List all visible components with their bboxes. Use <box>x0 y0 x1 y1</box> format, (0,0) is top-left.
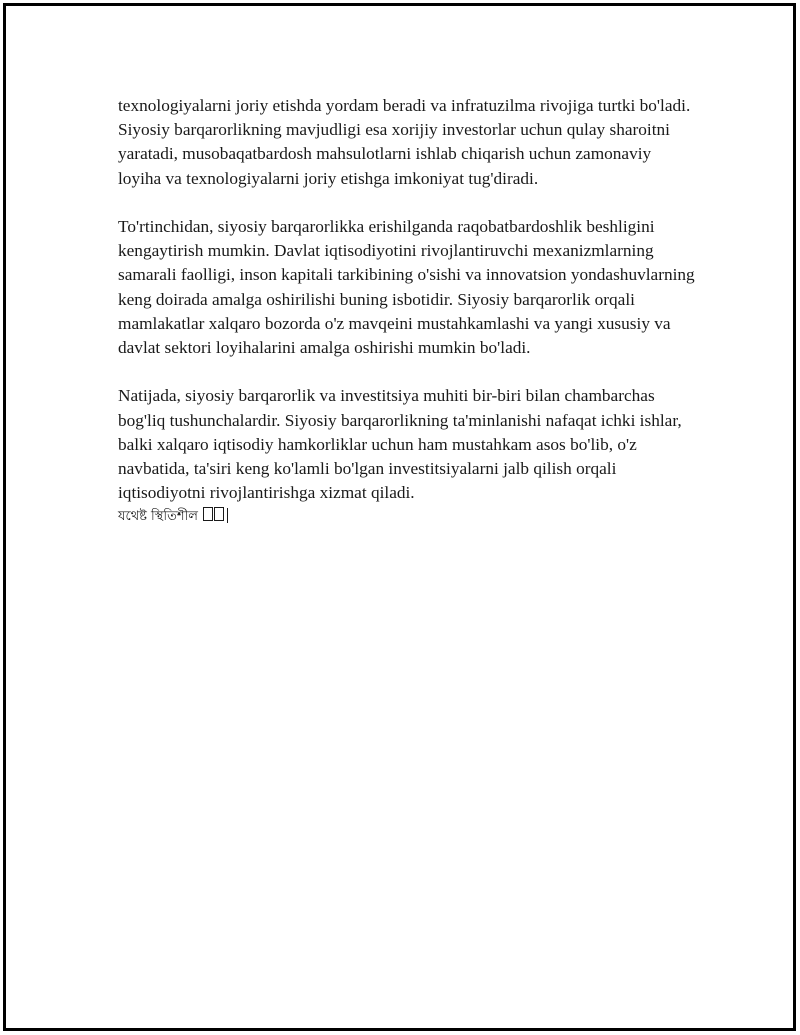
trailing-line <box>118 507 698 527</box>
text-cursor-icon <box>227 508 228 523</box>
missing-glyph-box-icon <box>214 507 224 521</box>
document-body <box>118 94 698 527</box>
paragraph-3: Natijada, siyosiy barqarorlik va investitsiya muhiti bir-biri bilan chambarchas bog'liq tushunchalardir. Siyosiy barqarorlikning ta'minlanishi nafaqat ichki ishlar, balki xalqaro iqtisodiy hamkorliklar uchun ham mustahkam asos bo'lib, o'z navbatida, ta'siri keng ko'lamli bo'lgan investitsiyalarni jalb qilish orqali iqtisodiyotni rivojlantirishga xizmat qiladi. <box>118 386 682 503</box>
missing-glyph-box-icon <box>203 507 213 521</box>
trailing-text: যথেষ্ট স্থিতিশীল <box>118 509 198 525</box>
paragraph-1: texnologiyalarni joriy etishda yordam beradi va infratuzilma rivojiga turtki bo'ladi. Siyosiy barqarorlikning mavjudligi esa xorijiy investorlar uchun qulay sharoitni yaratadi, musobaqatbardosh mahsulotlarni ishlab chiqarish uchun zamonaviy loyiha va texnologiyalarni joriy etishga imkoniyat tug'diradi. <box>118 96 691 188</box>
paragraph-2: To'rtinchidan, siyosiy barqarorlikka erishilganda raqobatbardoshlik beshligini kengaytirish mumkin. Davlat iqtisodiyotini rivojlantiruvchi mexanizmlarning samarali faolligi, inson kapitali tarkibining o'sishi va innovatsion yondashuvlarning keng doirada amalga oshirilishi buning isbotidir. Siyosiy barqarorlik orqali mamlakatlar xalqaro bozorda o'z mavqeini mustahkamlashi va yangi xususiy va davlat sektori loyihalarini amalga oshirishi mumkin bo'ladi. <box>118 217 695 358</box>
